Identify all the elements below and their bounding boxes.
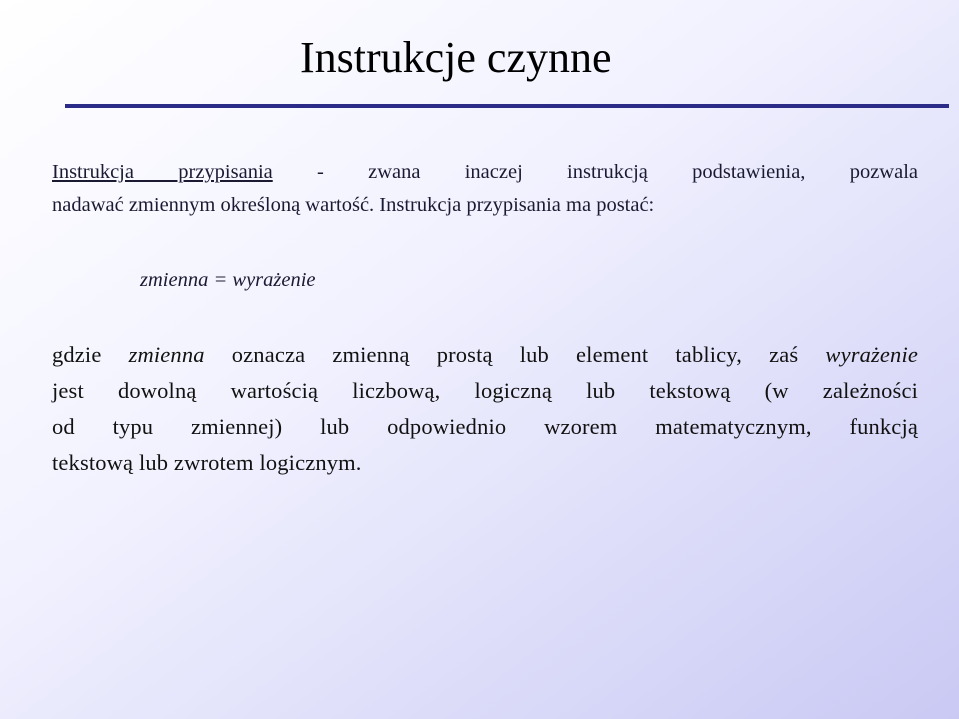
intro-line-2: nadawać zmiennym określoną wartość. Instrukcja przypisania ma postać: — [52, 194, 655, 216]
slide-title: Instrukcje czynne — [300, 33, 612, 82]
term-instrukcja-przypisania: Instrukcja przypisania — [52, 161, 273, 183]
description-line-3: od typu zmiennej) lub odpowiednio wzorem matematycznym, funkcją — [52, 414, 918, 439]
intro-line-1 — [52, 156, 918, 189]
description-line-1-text: oznacza zmienną prostą lub element tablicy, zaś — [204, 342, 826, 367]
term-wyrazenie: wyrażenie — [825, 342, 918, 367]
description-line-1 — [52, 337, 918, 373]
title-divider — [65, 104, 949, 108]
description-paragraph — [52, 337, 918, 481]
description-line-4: tekstową lub zwrotem logicznym. — [52, 450, 362, 475]
term-zmienna: zmienna — [128, 342, 205, 367]
description-line-2: jest dowolną wartością liczbową, logiczną lub tekstową (w zależności — [52, 378, 918, 403]
intro-line-1-text: - zwana inaczej instrukcją podstawienia, pozwala — [272, 161, 918, 183]
intro-paragraph — [52, 156, 918, 222]
assignment-formula: zmienna = wyrażenie — [140, 269, 316, 291]
description-word-gdzie: gdzie — [52, 342, 129, 367]
